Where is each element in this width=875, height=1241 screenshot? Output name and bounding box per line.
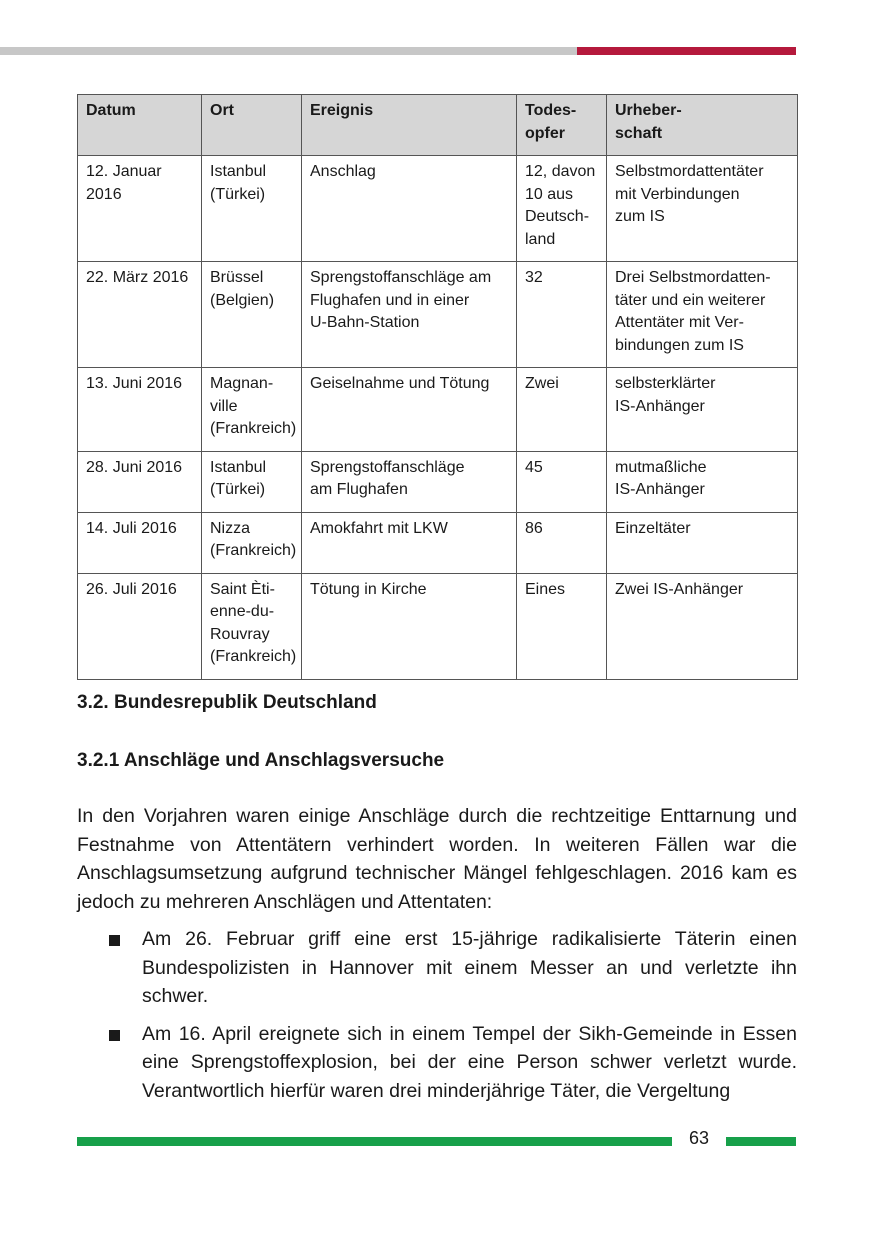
table-cell: Istanbul (Türkei) xyxy=(202,451,302,512)
list-item xyxy=(77,1020,797,1106)
table-cell: Zwei xyxy=(517,368,607,452)
list-item xyxy=(77,925,797,1011)
table-cell: Anschlag xyxy=(302,156,517,262)
table-cell: Istanbul (Türkei) xyxy=(202,156,302,262)
header-ereignis: Ereignis xyxy=(302,95,517,156)
header-datum: Datum xyxy=(78,95,202,156)
bottom-decor-bar-right xyxy=(726,1137,796,1146)
list-item-text: Am 26. Februar griff eine erst 15-jährige radikalisierte Täterin einen Bundespolizisten in Hannover mit einem Messer an und verletzte ihn schwer. xyxy=(142,928,797,1007)
table-cell: Selbstmordattentäter mit Verbindungen zum IS xyxy=(607,156,798,262)
table-cell: Amokfahrt mit LKW xyxy=(302,512,517,573)
square-bullet-icon xyxy=(109,935,120,946)
table-row xyxy=(78,262,798,368)
table-cell: Eines xyxy=(517,573,607,679)
table-cell: Tötung in Kirche xyxy=(302,573,517,679)
table-row xyxy=(78,573,798,679)
subsection-heading: 3.2.1 Anschläge und Anschlagsversuche xyxy=(77,750,445,771)
header-urheberschaft: Urheber- schaft xyxy=(607,95,798,156)
table-row xyxy=(78,451,798,512)
table-cell: Sprengstoffanschläge am Flughafen xyxy=(302,451,517,512)
table-cell: 28. Juni 2016 xyxy=(78,451,202,512)
bottom-decor-bar-left xyxy=(77,1137,672,1146)
top-decor-bar-grey xyxy=(0,47,577,55)
header-todesopfer: Todes- opfer xyxy=(517,95,607,156)
table-cell: Sprengstoffanschläge am Flughafen und in einer U-Bahn-Station xyxy=(302,262,517,368)
attacks-table xyxy=(77,94,798,680)
table-cell: Drei Selbstmordatten- täter und ein weiterer Attentäter mit Ver- bindungen zum IS xyxy=(607,262,798,368)
table-cell: selbsterklärter IS-Anhänger xyxy=(607,368,798,452)
header-ort: Ort xyxy=(202,95,302,156)
table-cell: Saint Ѐti- enne-du- Rouvray (Frankreich) xyxy=(202,573,302,679)
table-cell: mutmaßliche IS-Anhänger xyxy=(607,451,798,512)
table-row xyxy=(78,368,798,452)
table-cell: 45 xyxy=(517,451,607,512)
table-cell: Geiselnahme und Tötung xyxy=(302,368,517,452)
table-cell: 12. Januar 2016 xyxy=(78,156,202,262)
table-row xyxy=(78,512,798,573)
table-cell: Brüssel (Belgien) xyxy=(202,262,302,368)
square-bullet-icon xyxy=(109,1030,120,1041)
table-cell: 14. Juli 2016 xyxy=(78,512,202,573)
table-cell: 26. Juli 2016 xyxy=(78,573,202,679)
table-cell: 12, davon 10 aus Deutsch- land xyxy=(517,156,607,262)
table-row xyxy=(78,156,798,262)
table-cell: 32 xyxy=(517,262,607,368)
top-decor-bar-red xyxy=(577,47,796,55)
event-bullet-list xyxy=(77,925,797,1114)
table-cell: Einzeltäter xyxy=(607,512,798,573)
table-header-row xyxy=(78,95,798,156)
intro-paragraph: In den Vorjahren waren einige Anschläge durch die rechtzeitige Enttarnung und Festnahme von Attentätern verhindert worden. In weiteren Fällen war die Anschlagsumsetzung aufgrund technischer Mängel fehlgeschlagen. 2016 kam es jedoch zu mehreren Anschlägen und Attentaten: xyxy=(77,805,797,913)
table-cell: 13. Juni 2016 xyxy=(78,368,202,452)
page-number: 63 xyxy=(688,1128,710,1148)
table-cell: Magnan- ville (Frankreich) xyxy=(202,368,302,452)
section-heading: 3.2. Bundesrepublik Deutschland xyxy=(77,692,377,713)
table-cell: Nizza (Frankreich) xyxy=(202,512,302,573)
table-cell: 86 xyxy=(517,512,607,573)
list-item-text: Am 16. April ereignete sich in einem Tempel der Sikh-Gemeinde in Essen eine Sprengstoffexplosion, bei der eine Person schwer verletzt wurde. Verantwortlich hierfür waren drei minderjährige Täter, die Vergeltung xyxy=(142,1022,797,1102)
table-cell: 22. März 2016 xyxy=(78,262,202,368)
table-cell: Zwei IS-Anhänger xyxy=(607,573,798,679)
